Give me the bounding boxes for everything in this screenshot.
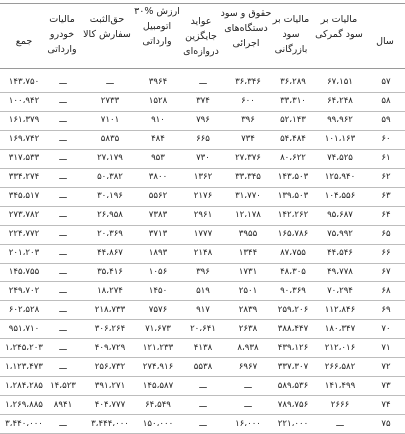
cell-vehicle-tax: ـــ xyxy=(59,134,67,145)
cell-customs-profit-tax: ۷۵،۹۹۲ xyxy=(327,229,353,240)
cell-total: ۳۳۴،۲۷۴ xyxy=(8,172,40,183)
cell-order-registration-fee: ۳۰۶،۲۶۴ xyxy=(94,323,126,334)
cell-total: ۱،۲۸۴،۲۸۵ xyxy=(5,380,43,391)
cell-customs-profit-tax: ۶۷،۱۵۱ xyxy=(327,77,353,88)
cell-car-value-30: ۱۴۵۰ xyxy=(148,285,168,296)
header-car-value-30: ۳۰% ارزش اتومبیل وارداتی xyxy=(134,6,180,47)
cell-car-value-30: ۱۰۵۶ xyxy=(148,266,168,277)
cell-car-value-30: ۶۴،۵۴۹ xyxy=(145,399,171,410)
row-divider xyxy=(0,281,405,282)
cell-order-registration-fee: ۳۵،۴۱۶ xyxy=(97,266,123,277)
cell-car-value-30: ۳۸۰۰ xyxy=(148,172,168,183)
cell-commercial-profit-tax: ۲۲۱،۰۰۰ xyxy=(277,418,309,429)
cell-agencies-rights: ۳۱،۷۷۰ xyxy=(235,191,261,202)
cell-agencies-rights: ۳۹۶ xyxy=(241,115,255,126)
cell-car-value-30: ۷۳۸۳ xyxy=(148,210,168,221)
cell-customs-profit-tax: ۱۰۱،۱۶۳ xyxy=(324,134,356,145)
cell-agencies-rights: ۱۷۳۱ xyxy=(238,266,258,277)
cell-car-value-30: ۵۵۶۲ xyxy=(148,191,168,202)
cell-customs-profit-tax: ۱۰۴،۵۵۶ xyxy=(324,191,356,202)
cell-year: ۵۸ xyxy=(381,96,391,107)
cell-customs-profit-tax: ۷۰،۲۹۴ xyxy=(327,285,353,296)
cell-customs-profit-tax: ۱۸۰،۳۴۷ xyxy=(324,323,356,334)
cell-commercial-profit-tax: ۸۷،۷۵۵ xyxy=(280,248,306,259)
cell-commercial-profit-tax: ۳۳۷،۳۰۷ xyxy=(277,361,309,372)
header-order-registration-fee: حق‌الثبت سفارش کالا xyxy=(83,14,131,40)
row-divider xyxy=(0,244,405,245)
cell-car-value-30: ۷۱،۶۷۳ xyxy=(145,323,171,334)
cell-year: ۶۱ xyxy=(381,153,391,164)
cell-commercial-profit-tax: ۷۸۹،۷۵۶ xyxy=(277,399,309,410)
cell-gate-revenues: ۹۱۷ xyxy=(196,304,210,315)
cell-total: ۱۴۳،۷۵۰ xyxy=(8,77,40,88)
cell-gate-revenues: ۲۱۷۶ xyxy=(193,191,213,202)
cell-total: ۳۴۵،۵۱۷ xyxy=(8,191,40,202)
cell-gate-revenues: ـــ xyxy=(199,418,207,429)
cell-year: ۶۳ xyxy=(381,191,391,202)
cell-vehicle-tax: ـــ xyxy=(59,172,67,183)
cell-total: ۱۶۱،۳۷۹ xyxy=(8,115,40,126)
cell-car-value-30: ۳۷۱۳ xyxy=(148,229,168,240)
cell-vehicle-tax: ـــ xyxy=(59,191,67,202)
cell-order-registration-fee: ۲۶،۹۵۸ xyxy=(97,210,123,221)
row-divider xyxy=(0,168,405,169)
cell-gate-revenues: ۳۷۴ xyxy=(196,96,210,107)
cell-order-registration-fee: ۱۸،۲۷۴ xyxy=(97,285,123,296)
cell-order-registration-fee: ۲۱۸،۷۳۳ xyxy=(94,304,126,315)
cell-gate-revenues: ـــ xyxy=(199,380,207,391)
cell-commercial-profit-tax: ۲۵۹،۲۰۶ xyxy=(277,304,309,315)
cell-gate-revenues: ۲۱۴۸ xyxy=(193,248,213,259)
cell-vehicle-tax: ـــ xyxy=(59,210,67,221)
cell-total: ۱،۲۶۹،۸۸۵ xyxy=(5,399,43,410)
cell-customs-profit-tax: ۹۵،۶۸۷ xyxy=(327,210,353,221)
cell-agencies-rights: ۱۲،۱۷۸ xyxy=(235,210,261,221)
cell-customs-profit-tax: ۷۴،۵۲۵ xyxy=(327,153,353,164)
cell-commercial-profit-tax: ۱۳۹،۵۰۳ xyxy=(277,191,309,202)
cell-customs-profit-tax: ۱۱۲،۸۴۶ xyxy=(324,304,356,315)
cell-commercial-profit-tax: ۳۸۸،۴۴۷ xyxy=(277,323,309,334)
row-divider xyxy=(0,149,405,150)
cell-order-registration-fee: ۳۹۱،۲۷۱ xyxy=(94,380,126,391)
cell-gate-revenues: ۲۰،۶۴۱ xyxy=(190,323,216,334)
row-divider xyxy=(0,187,405,188)
cell-total: ۹۵۱،۷۱۰ xyxy=(8,323,40,334)
cell-gate-revenues: ـــ xyxy=(199,399,207,410)
cell-commercial-profit-tax: ۵۸۹،۵۳۶ xyxy=(277,380,309,391)
cell-vehicle-tax: ـــ xyxy=(59,418,67,429)
cell-car-value-30: ۴۸۴ xyxy=(151,134,165,145)
cell-commercial-profit-tax: ۴۸،۳۰۵ xyxy=(280,266,306,277)
cell-gate-revenues: ۴۱۳۸ xyxy=(193,342,213,353)
cell-commercial-profit-tax: ۳۶،۲۸۹ xyxy=(280,77,306,88)
cell-customs-profit-tax: ۲۶۶،۵۸۲ xyxy=(324,361,356,372)
cell-vehicle-tax: ـــ xyxy=(59,96,67,107)
cell-total: ۱،۱۲۳،۴۷۳ xyxy=(5,361,43,372)
cell-agencies-rights: ۷۳۴ xyxy=(241,134,255,145)
cell-agencies-rights: ۳۳،۳۴۵ xyxy=(235,172,261,183)
cell-total: ۲۷۳،۷۸۲ xyxy=(8,210,40,221)
cell-total: ۲۰۱،۲۰۳ xyxy=(8,248,40,259)
cell-total: ۲۲۴،۷۷۲ xyxy=(8,229,40,240)
cell-total: ۲۴۹،۷۰۲ xyxy=(8,285,40,296)
cell-commercial-profit-tax: ۹۰،۳۶۹ xyxy=(280,285,306,296)
cell-year: ۷۳ xyxy=(381,380,391,391)
cell-agencies-rights: ـــ xyxy=(244,380,252,391)
cell-agencies-rights: ۳۶،۳۴۶ xyxy=(235,77,261,88)
cell-order-registration-fee: ۲۵۶،۷۳۲ xyxy=(94,361,126,372)
cell-customs-profit-tax: ۴۹،۷۷۸ xyxy=(327,266,353,277)
cell-year: ۶۲ xyxy=(381,172,391,183)
cell-order-registration-fee: ۲۰،۳۶۹ xyxy=(97,229,123,240)
cell-vehicle-tax: ـــ xyxy=(59,153,67,164)
cell-customs-profit-tax: ۱۴۱،۴۹۹ xyxy=(324,380,356,391)
row-divider xyxy=(0,376,405,377)
cell-car-value-30: ۲۷۴،۹۱۶ xyxy=(142,361,174,372)
row-divider xyxy=(0,263,405,264)
cell-total: ۱۰۰،۹۴۲ xyxy=(8,96,40,107)
cell-order-registration-fee: ۳۰،۱۹۶ xyxy=(97,191,123,202)
header-customs-profit-tax: مالیات بر سود گمرکی xyxy=(315,14,363,40)
row-divider xyxy=(0,300,405,301)
cell-agencies-rights: ۲۶۳۸ xyxy=(238,323,258,334)
cell-year: ۶۵ xyxy=(381,229,391,240)
cell-vehicle-tax: ۸۹۴۱ xyxy=(53,399,73,410)
cell-order-registration-fee: ۵۰،۳۸۲ xyxy=(97,172,123,183)
cell-gate-revenues: ۳۹۶ xyxy=(196,266,210,277)
cell-vehicle-tax: ۱۴،۵۲۳ xyxy=(50,380,76,391)
cell-year: ۶۸ xyxy=(381,285,391,296)
cell-order-registration-fee: ۴۰۹،۷۲۹ xyxy=(94,342,126,353)
cell-commercial-profit-tax: ۳۳،۳۱۰ xyxy=(280,96,306,107)
cell-commercial-profit-tax: ۴۳۹،۱۲۶ xyxy=(277,342,309,353)
cell-total: ۶۰۲،۵۲۸ xyxy=(8,304,40,315)
cell-year: ۶۴ xyxy=(381,210,391,221)
cell-commercial-profit-tax: ۱۴۳،۵۰۳ xyxy=(277,172,309,183)
cell-year: ۷۴ xyxy=(381,399,391,410)
cell-commercial-profit-tax: ۱۴۲،۲۶۲ xyxy=(277,210,309,221)
cell-order-registration-fee: ۳،۴۴۴،۰۰۰ xyxy=(91,418,129,429)
cell-customs-profit-tax: ۴۴،۵۴۶ xyxy=(327,248,353,259)
row-divider xyxy=(0,130,405,131)
row-divider xyxy=(0,338,405,339)
cell-customs-profit-tax: ۹۹،۹۶۲ xyxy=(327,115,353,126)
cell-commercial-profit-tax: ۵۴،۴۸۴ xyxy=(280,134,306,145)
cell-order-registration-fee: ۲۷،۱۷۹ xyxy=(97,153,123,164)
cell-total: ۳۱۷،۵۳۳ xyxy=(8,153,40,164)
cell-car-value-30: ۱۵۲۸ xyxy=(148,96,168,107)
row-divider xyxy=(0,395,405,396)
cell-gate-revenues: ۵۵۳۸ xyxy=(193,361,213,372)
table-top-border xyxy=(0,3,405,4)
cell-order-registration-fee: ۴۰۴،۷۷۷ xyxy=(94,399,126,410)
cell-car-value-30: ۹۵۳ xyxy=(151,153,165,164)
cell-vehicle-tax: ـــ xyxy=(59,115,67,126)
header-agencies-rights: حقوق و سود دستگاه‌های اجرائی xyxy=(220,8,272,49)
cell-agencies-rights: ۸،۹۳۸ xyxy=(237,342,259,353)
cell-year: ۶۷ xyxy=(381,266,391,277)
cell-commercial-profit-tax: ۱۶۵،۷۸۶ xyxy=(277,229,309,240)
cell-car-value-30: ۷۵۷۶ xyxy=(148,304,168,315)
cell-total: ۱۴۵،۷۵۵ xyxy=(8,266,40,277)
cell-customs-profit-tax: ۶۴،۲۴۸ xyxy=(327,96,353,107)
cell-vehicle-tax: ـــ xyxy=(59,361,67,372)
cell-vehicle-tax: ـــ xyxy=(59,285,67,296)
cell-year: ۷۵ xyxy=(381,418,391,429)
header-vehicle-tax: مالیات خودرو وارداتی xyxy=(47,14,77,55)
cell-car-value-30: ۱۵۰،۰۰۰ xyxy=(142,418,174,429)
cell-gate-revenues: ۷۹۶ xyxy=(196,115,210,126)
cell-agencies-rights: ۶۰۰ xyxy=(241,96,255,107)
cell-order-registration-fee: ـــ xyxy=(106,77,114,88)
header-bottom-border xyxy=(0,68,405,69)
cell-gate-revenues: ۲۹۶۱ xyxy=(193,210,213,221)
cell-vehicle-tax: ـــ xyxy=(59,77,67,88)
cell-agencies-rights: ۱۶،۰۰۰ xyxy=(235,418,261,429)
row-divider xyxy=(0,206,405,207)
cell-gate-revenues: ۷۳۰ xyxy=(196,153,210,164)
cell-car-value-30: ۱۸۹۳ xyxy=(148,248,168,259)
row-divider xyxy=(0,111,405,112)
cell-vehicle-tax: ـــ xyxy=(59,342,67,353)
header-year: سال xyxy=(376,36,394,47)
cell-car-value-30: ۱۲۱،۲۳۳ xyxy=(142,342,174,353)
cell-gate-revenues: ۱۳۶۲ xyxy=(193,172,213,183)
cell-agencies-rights: ۱۳۴۴ xyxy=(238,248,258,259)
row-divider xyxy=(0,357,405,358)
cell-customs-profit-tax: ۲۶۶۶ xyxy=(330,399,350,410)
cell-year: ۷۰ xyxy=(381,323,391,334)
row-divider xyxy=(0,414,405,415)
cell-total: ۱،۲۴۵،۲۰۳ xyxy=(5,342,43,353)
cell-gate-revenues: ـــ xyxy=(199,77,207,88)
cell-agencies-rights: ۲۸۳۹ xyxy=(238,304,258,315)
cell-order-registration-fee: ۴۴،۸۶۷ xyxy=(97,248,123,259)
cell-car-value-30: ۹۱۰ xyxy=(151,115,165,126)
cell-year: ۶۰ xyxy=(381,134,391,145)
cell-vehicle-tax: ـــ xyxy=(59,229,67,240)
cell-agencies-rights: ۳۹۵۵ xyxy=(238,229,258,240)
cell-total: ۱۶۹،۷۴۲ xyxy=(8,134,40,145)
cell-car-value-30: ۱۴۵،۵۸۷ xyxy=(142,380,174,391)
header-gate-revenues: عواید جایگزین دروازه‌ای xyxy=(183,16,219,57)
cell-gate-revenues: ۵۱۹ xyxy=(196,285,210,296)
row-divider xyxy=(0,225,405,226)
cell-customs-profit-tax: ۲۱۲،۰۱۶ xyxy=(324,342,356,353)
cell-gate-revenues: ۱۷۷۷ xyxy=(193,229,213,240)
cell-gate-revenues: ۶۶۵ xyxy=(196,134,210,145)
cell-year: ۷۱ xyxy=(381,342,391,353)
cell-year: ۶۹ xyxy=(381,304,391,315)
cell-commercial-profit-tax: ۸۰،۶۲۲ xyxy=(280,153,306,164)
cell-order-registration-fee: ۲۷۳۳ xyxy=(100,96,120,107)
cell-car-value-30: ۳۹۶۴ xyxy=(148,77,168,88)
cell-year: ۵۹ xyxy=(381,115,391,126)
header-total: جمع xyxy=(15,36,33,47)
cell-agencies-rights: ۶۹۶۷ xyxy=(238,361,258,372)
cell-year: ۶۶ xyxy=(381,248,391,259)
header-commercial-profit-tax: مالیات بر سود بازرگانی xyxy=(272,14,310,55)
cell-order-registration-fee: ۵۸۳۵ xyxy=(100,134,120,145)
cell-vehicle-tax: ـــ xyxy=(59,304,67,315)
cell-customs-profit-tax: ۱۲۵،۹۴۰ xyxy=(324,172,356,183)
cell-agencies-rights: ـــ xyxy=(244,399,252,410)
cell-total: ۳،۴۴۰،۰۰۰ xyxy=(5,418,43,429)
cell-agencies-rights: ۲۵۰۱ xyxy=(238,285,258,296)
cell-year: ۷۲ xyxy=(381,361,391,372)
row-divider xyxy=(0,319,405,320)
cell-order-registration-fee: ۷۱۰۱ xyxy=(100,115,120,126)
cell-vehicle-tax: ـــ xyxy=(59,248,67,259)
cell-customs-profit-tax: ـــ xyxy=(336,418,344,429)
cell-vehicle-tax: ـــ xyxy=(59,323,67,334)
cell-agencies-rights: ۲۷،۳۷۶ xyxy=(235,153,261,164)
cell-year: ۵۷ xyxy=(381,77,391,88)
cell-vehicle-tax: ـــ xyxy=(59,266,67,277)
row-divider xyxy=(0,92,405,93)
cell-commercial-profit-tax: ۵۲،۱۴۳ xyxy=(280,115,306,126)
